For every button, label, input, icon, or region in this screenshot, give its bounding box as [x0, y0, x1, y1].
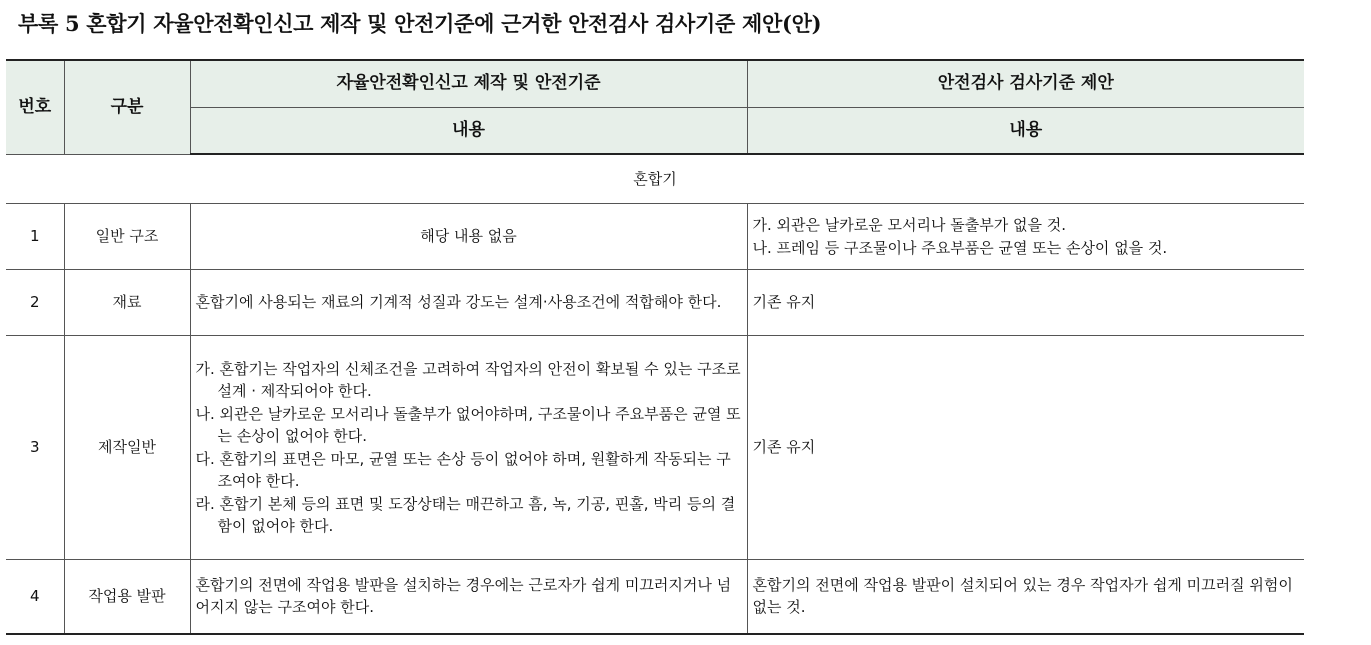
- row-right-text: 기존 유지: [752, 438, 816, 457]
- table-row: [6, 204, 1304, 270]
- row-left-item: 라. 혼합기 본체 등의 표면 및 도장상태는 매끈하고 흠, 녹, 기공, 핀홀, 박리 등의 결함이 없어야 한다.: [195, 494, 736, 535]
- row-right-text: 혼합기의 전면에 작업용 발판이 설치되어 있는 경우 작업자가 쉽게 미끄러질 위험이 없는 것.: [752, 575, 1293, 617]
- row-right-content: [747, 336, 1304, 560]
- table-row: [6, 336, 1304, 560]
- row-category: 재료: [64, 270, 190, 336]
- row-num: 2: [6, 270, 64, 336]
- row-left-text: 혼합기의 전면에 작업용 발판을 설치하는 경우에는 근로자가 쉽게 미끄러지거나 넘어지지 않는 구조여야 한다.: [195, 575, 732, 617]
- section-row: [6, 154, 1304, 204]
- header-group-self-safety-standard: 자율안전확인신고 제작 및 안전기준: [190, 60, 747, 108]
- row-left-text: 해당 내용 없음: [420, 227, 517, 246]
- table-body: [6, 154, 1304, 634]
- row-left-content: [190, 270, 747, 336]
- section-label: 혼합기: [6, 154, 1304, 204]
- row-num: 3: [6, 336, 64, 560]
- row-left-content: [190, 336, 747, 560]
- row-right-content: [747, 270, 1304, 336]
- row-left-item: 나. 외관은 날카로운 모서리나 돌출부가 없어야하며, 구조물이나 주요부품은 균열 또는 손상이 없어야 한다.: [195, 404, 741, 445]
- header-group-inspection-proposal: 안전검사 검사기준 제안: [747, 60, 1304, 108]
- row-num: 4: [6, 560, 64, 634]
- header-content-left: 내용: [190, 108, 747, 155]
- row-left-text: 혼합기에 사용되는 재료의 기계적 성질과 강도는 설계·사용조건에 적합해야 한다.: [195, 293, 722, 312]
- row-num: 1: [6, 204, 64, 270]
- standards-table: [6, 59, 1304, 635]
- row-right-content: [747, 204, 1304, 270]
- row-right-text: 기존 유지: [752, 293, 816, 312]
- row-category: 일반 구조: [64, 204, 190, 270]
- row-left-content: [190, 204, 747, 270]
- page-title: 부록 5 혼합기 자율안전확인신고 제작 및 안전기준에 근거한 안전검사 검사기준 제안(안): [18, 11, 822, 36]
- row-category: 제작일반: [64, 336, 190, 560]
- header-content-right: 내용: [747, 108, 1304, 155]
- row-right-item: 가. 외관은 날카로운 모서리나 돌출부가 없을 것.: [752, 216, 1066, 234]
- row-left-item: 다. 혼합기의 표면은 마모, 균열 또는 손상 등이 없어야 하며, 원활하게 작동되는 구조여야 한다.: [195, 449, 731, 490]
- header-num: 번호: [6, 60, 64, 154]
- row-right-item: 나. 프레임 등 구조물이나 주요부품은 균열 또는 손상이 없을 것.: [752, 238, 1168, 257]
- table-row: [6, 560, 1304, 634]
- table-row: [6, 270, 1304, 336]
- row-left-item: 가. 혼합기는 작업자의 신체조건을 고려하여 작업자의 안전이 확보될 수 있는 구조로 설계 · 제작되어야 한다.: [195, 359, 741, 400]
- header-category: 구분: [64, 60, 190, 154]
- table-header: [6, 60, 1304, 154]
- row-left-content: [190, 560, 747, 634]
- row-right-content: [747, 560, 1304, 634]
- row-category: 작업용 발판: [64, 560, 190, 634]
